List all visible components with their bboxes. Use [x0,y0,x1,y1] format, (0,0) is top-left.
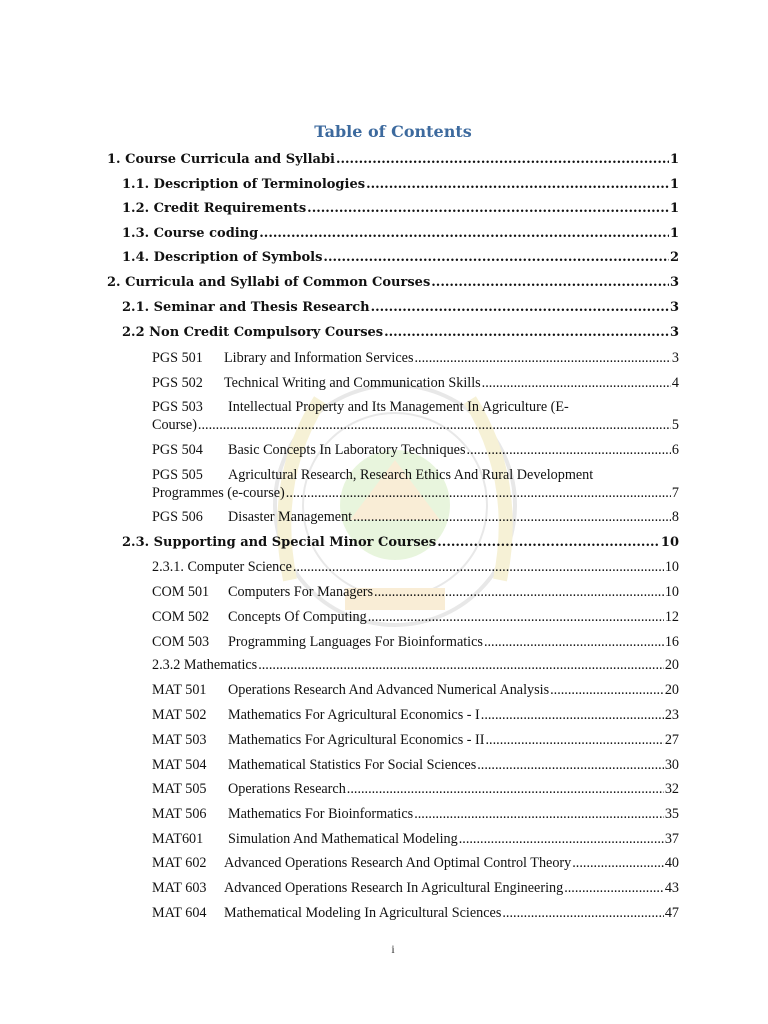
toc-entry[interactable]: MAT 501 Operations Research And Advanced Numerical Analysis ..... 20 [152,682,679,699]
toc-entry[interactable]: 2.2 Non Credit Compulsory Courses ..... 3 [122,324,679,341]
toc-entry[interactable]: MAT 506 Mathematics For Bioinformatics ..... 35 [152,806,679,823]
toc-entry[interactable]: 1.1. Description of Terminologies ..... 1 [122,176,679,193]
toc-entry[interactable]: 2. Curricula and Syllabi of Common Courses ..... 3 [107,274,679,291]
toc-entry[interactable]: MAT 504 Mathematical Statistics For Social Sciences ..... 30 [152,757,679,774]
page-number: i [391,942,395,956]
toc-entry[interactable]: MAT 603 Advanced Operations Research In Agricultural Engineering ..... 43 [152,880,679,897]
toc-entry[interactable]: PGS 502 Technical Writing and Communication Skills ..... 4 [152,375,679,392]
toc-title: Table of Contents [314,122,472,141]
toc-entry[interactable]: COM 501 Computers For Managers ..... 10 [152,584,679,601]
toc-entry[interactable]: Course) ..... 5 [152,417,679,434]
toc-entry[interactable]: 1.2. Credit Requirements ..... 1 [122,200,679,217]
toc-entry[interactable]: MAT 604 Mathematical Modeling In Agricultural Sciences ..... 47 [152,905,679,922]
toc-entry[interactable]: MAT601 Simulation And Mathematical Modeling ..... 37 [152,831,679,848]
toc-entry[interactable]: Programmes (e-course) ..... 7 [152,485,679,502]
toc-entry[interactable]: PGS 506 Disaster Management ..... 8 [152,509,679,526]
toc-entry-first-line[interactable]: PGS 503 Intellectual Property and Its Management In Agriculture (E- [152,399,569,415]
toc-entry[interactable]: 2.1. Seminar and Thesis Research ..... 3 [122,299,679,316]
toc-entry[interactable]: 2.3. Supporting and Special Minor Courses ..... 10 [122,534,679,551]
toc-entry[interactable]: 1. Course Curricula and Syllabi ..... 1 [107,151,679,168]
toc-entry[interactable]: 1.4. Description of Symbols ..... 2 [122,249,679,266]
toc-entry[interactable]: 2.3.2 Mathematics ..... 20 [152,657,679,674]
toc-entry[interactable]: MAT 505 Operations Research ..... 32 [152,781,679,798]
toc-entry-first-line[interactable]: PGS 505 Agricultural Research, Research Ethics And Rural Development [152,467,594,483]
toc-entry[interactable]: 1.3. Course coding ..... 1 [122,225,679,242]
toc-entry[interactable]: PGS 501 Library and Information Services ..... 3 [152,350,679,367]
toc-entry[interactable]: COM 502 Concepts Of Computing ..... 12 [152,609,679,626]
toc-entry[interactable]: MAT 602 Advanced Operations Research And Optimal Control Theory ..... 40 [152,855,679,872]
toc-entry[interactable]: MAT 502 Mathematics For Agricultural Economics - I ..... 23 [152,707,679,724]
toc-entry[interactable]: COM 503 Programming Languages For Bioinformatics ..... 16 [152,634,679,651]
toc-entry[interactable]: 2.3.1. Computer Science ..... 10 [152,559,679,576]
toc-entry[interactable]: PGS 504 Basic Concepts In Laboratory Techniques ..... 6 [152,442,679,459]
toc-entry[interactable]: MAT 503 Mathematics For Agricultural Economics - II ..... 27 [152,732,679,749]
